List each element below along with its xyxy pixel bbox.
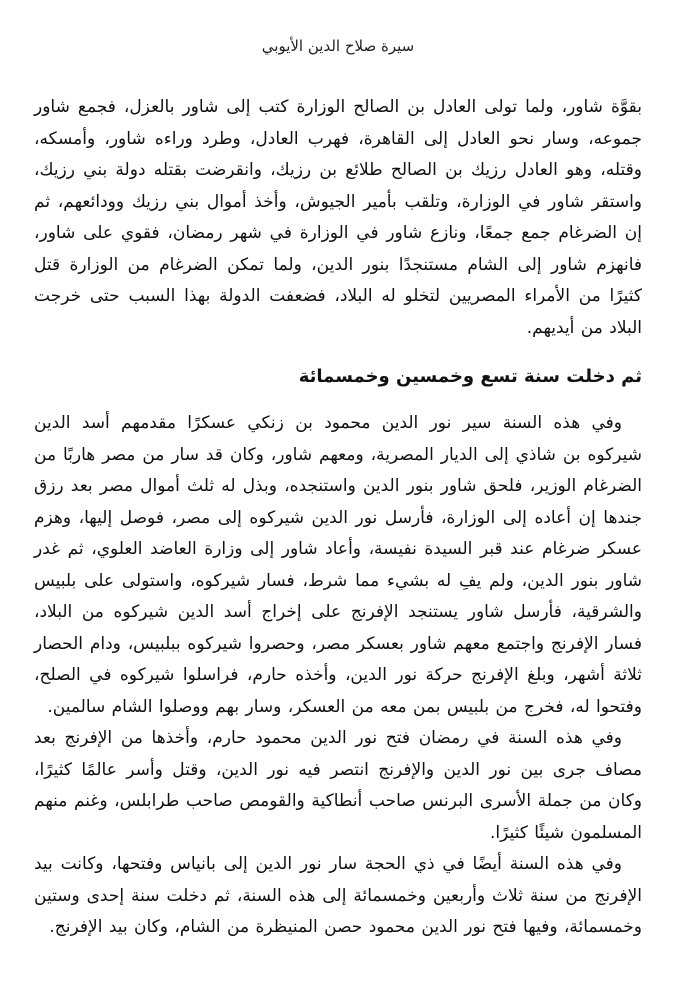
running-header-title: سيرة صلاح الدين الأيوبي <box>261 37 415 55</box>
section-heading: ثم دخلت سنة تسع وخمسين وخمسمائة <box>298 366 642 387</box>
body-paragraph-1: بقوَّة شاور، ولما تولى العادل بن الصالح الوزارة كتب إلى شاور بالعزل، فجمع شاور جموعه، وسار نحو العادل إلى القاهرة، فهرب العادل، وطرد وراءه شاور، وأمسكه، وقتله، وهو العادل رزيك بن الصالح طلائع بن رزيك، وانقرضت بقتله دولة بني رزيك، واستقر شاور في الوزارة، وتلقب بأمير الجيوش، وأخذ أموال بني رزيك وودائعهم، ثم إن الضرغام جمع جمعًا، ونازع شاور في الوزارة في شهر رمضان، فقوي على شاور، فانهزم شاور إلى الشام مستنجدًا بنور الدين، ولما تمكن الضرغام من الوزارة قتل كثيرًا من الأمراء المصريين لتخلو له البلاد، فضعفت الدولة بهذا السبب حتى خرجت البلاد من أيديهم. <box>34 97 642 338</box>
body-paragraph-4: وفي هذه السنة أيضًا في ذي الحجة سار نور الدين إلى بانياس وفتحها، وكانت بيد الإفرنج من سنة ثلاث وأربعين وخمسمائة إلى هذه السنة، ثم دخلت سنة إحدى وستين وخمسمائة، وفيها فتح نور الدين محمود حصن المنيظرة من الشام، وكان بيد الإفرنج. <box>34 854 642 937</box>
body-paragraph-3: وفي هذه السنة في رمضان فتح نور الدين محمود حارم، وأخذها من الإفرنج بعد مصاف جرى بين نور الدين والإفرنج انتصر فيه نور الدين، وقتل وأسر عالمًا كثيرًا، وكان من جملة الأسرى البرنس صاحب أنطاكية والقومص صاحب طرابلس، وغنم منهم المسلمون شيئًا كثيرًا. <box>34 728 642 843</box>
body-paragraph-2: وفي هذه السنة سير نور الدين محمود بن زنكي عسكرًا مقدمهم أسد الدين شيركوه بن شاذي إلى الديار المصرية، ومعهم شاور، وكان قد سار من مصر هاربًا من الضرغام الوزير، فلحق شاور بنور الدين واستنجده، وبذل له ثلث أموال مصر بعد رزق جندها إن أعاده إلى الوزارة، فأرسل نور الدين شيركوه إلى مصر، فوصل إليها، وهزم عسكر ضرغام عند قبر السيدة نفيسة، وأعاد شاور إلى وزارة العاضد العلوي، ثم غدر شاور بنور الدين، ولم يفِ له بشيء مما شرط، فسار شيركوه، واستولى على بلبيس والشرقية، فأرسل شاور يستنجد الإفرنج على إخراج أسد الدين شيركوه من البلاد، فسار الإفرنج واجتمع معهم شاور بعسكر مصر، وحصروا شيركوه ببلبيس، ودام الحصار ثلاثة أشهر، وبلغ الإفرنج حركة نور الدين، وأخذه حارم، فراسلوا شيركوه في الصلح، وفتحوا له، فخرج من بلبيس بمن معه من العسكر، وسار بهم ووصلوا الشام سالمين. <box>34 413 642 717</box>
